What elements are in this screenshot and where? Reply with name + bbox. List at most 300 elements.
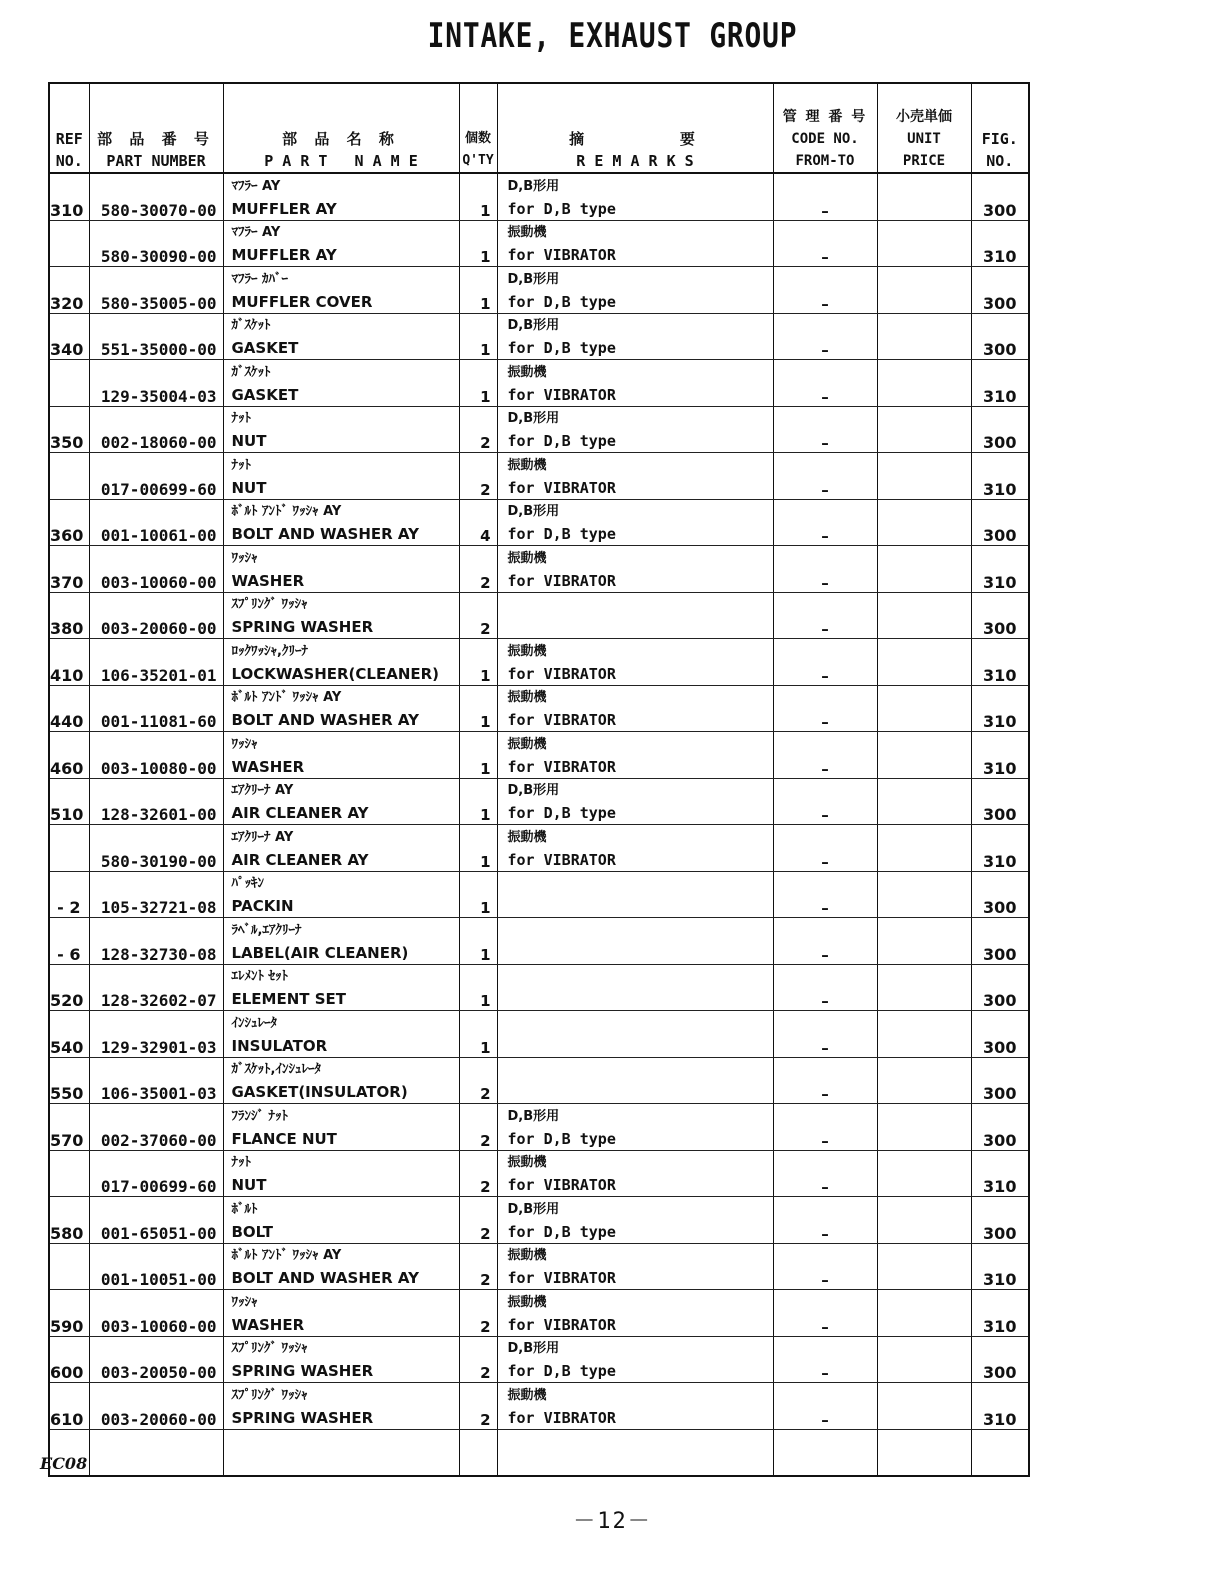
code-no: – xyxy=(773,964,877,1011)
part-name-en: LOCKWASHER(CLEANER) xyxy=(231,664,440,683)
table-row xyxy=(49,592,1029,639)
remarks xyxy=(497,1011,773,1058)
ref-no: 570 xyxy=(49,1104,89,1151)
fig-no: 310 xyxy=(971,360,1029,407)
unit-price xyxy=(877,1057,971,1104)
quantity: 1 xyxy=(459,825,497,872)
unit-price xyxy=(877,964,971,1011)
code-no: – xyxy=(773,220,877,267)
remarks-en: for D,B type xyxy=(507,339,616,357)
remarks-jp: 振動機 xyxy=(507,643,547,659)
remarks-jp xyxy=(508,1059,773,1081)
ref-no: 610 xyxy=(49,1383,89,1430)
remarks-jp: 振動機 xyxy=(507,1155,547,1170)
part-name-en: MUFFLER COVER xyxy=(231,292,373,311)
part-number: 003-10060-00 xyxy=(89,1290,223,1337)
remarks xyxy=(497,453,773,500)
part-name-jp: ﾅｯﾄ xyxy=(231,411,251,426)
unit-price xyxy=(877,778,971,825)
remarks-jp: 振動機 xyxy=(507,550,547,566)
table-row xyxy=(49,406,1029,453)
quantity: 1 xyxy=(459,313,497,360)
ref-no: 580 xyxy=(49,1197,89,1244)
fig-no: 310 xyxy=(971,220,1029,267)
part-name-jp: ﾎﾞﾙﾄ ｱﾝﾄﾞ ﾜｯｼｬ AY xyxy=(231,690,342,705)
unit-price xyxy=(877,1104,971,1151)
fig-no: 310 xyxy=(971,732,1029,779)
fig-no: 300 xyxy=(971,871,1029,918)
remarks-en: for VIBRATOR xyxy=(507,1176,616,1194)
header-qty: 個数 Q'TY xyxy=(459,83,497,173)
code-no: – xyxy=(773,1290,877,1337)
ref-no xyxy=(49,825,89,872)
fig-no: 300 xyxy=(971,1197,1029,1244)
part-number: 001-10061-00 xyxy=(89,499,223,546)
code-no: – xyxy=(773,1243,877,1290)
part-name xyxy=(223,639,459,686)
table-row xyxy=(49,1243,1029,1290)
table-row xyxy=(49,778,1029,825)
part-name xyxy=(223,313,459,360)
unit-price xyxy=(877,499,971,546)
part-name xyxy=(223,406,459,453)
part-name xyxy=(223,918,459,965)
part-name xyxy=(223,1150,459,1197)
part-name-en: FLANCE NUT xyxy=(231,1129,337,1148)
part-name-jp: ﾜｯｼｬ xyxy=(231,550,258,566)
ref-no: 410 xyxy=(49,639,89,686)
part-name-en: WASHER xyxy=(231,1315,305,1334)
remarks-jp xyxy=(508,594,773,616)
code-no: – xyxy=(773,546,877,593)
ref-no: 320 xyxy=(49,267,89,314)
page-number: －12－ xyxy=(573,1509,652,1534)
page-title: INTAKE, EXHAUST GROUP xyxy=(427,16,798,56)
empty-cell xyxy=(223,1429,459,1476)
remarks-jp: 振動機 xyxy=(507,829,547,845)
part-name xyxy=(223,1290,459,1337)
ref-no: 370 xyxy=(49,546,89,593)
part-name-en: NUT xyxy=(231,478,267,497)
parts-table-body xyxy=(49,173,1029,1476)
remarks-jp xyxy=(508,873,773,895)
empty-cell xyxy=(497,1429,773,1476)
quantity: 2 xyxy=(459,592,497,639)
remarks-jp xyxy=(508,966,773,988)
remarks-jp: 振動機 xyxy=(507,364,547,380)
remarks-en: for VIBRATOR xyxy=(507,1315,616,1334)
remarks-en: for VIBRATOR xyxy=(507,711,616,729)
part-name xyxy=(223,1336,459,1383)
fig-no: 310 xyxy=(971,453,1029,500)
ref-no: 350 xyxy=(49,406,89,453)
part-name xyxy=(223,592,459,639)
code-no: – xyxy=(773,778,877,825)
part-name-en: SPRING WASHER xyxy=(231,1362,374,1380)
code-no: – xyxy=(773,871,877,918)
unit-price xyxy=(877,732,971,779)
code-no: – xyxy=(773,732,877,779)
fig-no: 310 xyxy=(971,639,1029,686)
empty-cell xyxy=(971,1429,1029,1476)
unit-price xyxy=(877,173,971,220)
fig-no: 310 xyxy=(971,1243,1029,1290)
fig-no: 300 xyxy=(971,918,1029,965)
unit-price xyxy=(877,267,971,314)
unit-price xyxy=(877,825,971,872)
remarks-en: for D,B type xyxy=(507,525,616,543)
part-name xyxy=(223,778,459,825)
part-name-jp: ﾎﾞﾙﾄ ｱﾝﾄﾞ ﾜｯｼｬ AY xyxy=(231,1248,342,1263)
part-name xyxy=(223,1104,459,1151)
remarks-en: for VIBRATOR xyxy=(507,478,616,497)
fig-no: 300 xyxy=(971,1336,1029,1383)
code-no: – xyxy=(773,685,877,732)
table-row xyxy=(49,267,1029,314)
code-no: – xyxy=(773,1150,877,1197)
remarks xyxy=(497,825,773,872)
part-name-en: MUFFLER AY xyxy=(231,199,337,218)
remarks-jp: D,B形用 xyxy=(507,178,560,194)
remarks xyxy=(497,732,773,779)
unit-price xyxy=(877,592,971,639)
part-name xyxy=(223,499,459,546)
table-row xyxy=(49,1290,1029,1337)
part-name-jp: ﾎﾞﾙﾄ ｱﾝﾄﾞ ﾜｯｼｬ AY xyxy=(231,504,342,519)
remarks-en: for VIBRATOR xyxy=(507,1408,616,1427)
part-number: 128-32601-00 xyxy=(89,778,223,825)
table-row xyxy=(49,1057,1029,1104)
code-no: – xyxy=(773,639,877,686)
unit-price xyxy=(877,1150,971,1197)
quantity: 1 xyxy=(459,220,497,267)
ref-no: - 2 xyxy=(49,871,89,918)
empty-cell xyxy=(459,1429,497,1476)
part-name-en: GASKET xyxy=(231,385,299,404)
quantity: 2 xyxy=(459,1057,497,1104)
fig-no: 310 xyxy=(971,1383,1029,1430)
part-name xyxy=(223,546,459,593)
unit-price xyxy=(877,639,971,686)
empty-row xyxy=(49,1429,1029,1476)
empty-cell xyxy=(773,1429,877,1476)
part-name-jp: ﾏﾌﾗｰ AY xyxy=(231,225,281,240)
ref-no: 340 xyxy=(49,313,89,360)
fig-no: 300 xyxy=(971,1011,1029,1058)
remarks xyxy=(497,918,773,965)
remarks-en xyxy=(508,616,773,638)
ref-no: 460 xyxy=(49,732,89,779)
part-name-jp: ﾅｯﾄ xyxy=(231,457,251,473)
ref-no xyxy=(49,220,89,267)
part-number: 001-11081-60 xyxy=(89,685,223,732)
fig-no: 300 xyxy=(971,173,1029,220)
quantity: 1 xyxy=(459,778,497,825)
table-row xyxy=(49,499,1029,546)
part-name xyxy=(223,1057,459,1104)
ref-no: 550 xyxy=(49,1057,89,1104)
part-name-jp: ﾛｯｸﾜｯｼｬ,ｸﾘｰﾅ xyxy=(231,643,308,659)
fig-no: 300 xyxy=(971,1057,1029,1104)
ref-no: 590 xyxy=(49,1290,89,1337)
part-name-jp: ｽﾌﾟﾘﾝｸﾞ ﾜｯｼｬ xyxy=(231,1341,308,1356)
quantity: 2 xyxy=(459,453,497,500)
quantity: 1 xyxy=(459,360,497,407)
header-fig-no: FIG. NO. xyxy=(971,83,1029,173)
remarks xyxy=(497,639,773,686)
part-name-en: LABEL(AIR CLEANER) xyxy=(231,943,409,962)
ref-no: 380 xyxy=(49,592,89,639)
ref-no: 440 xyxy=(49,685,89,732)
part-number: 106-35001-03 xyxy=(89,1057,223,1104)
code-no: – xyxy=(773,592,877,639)
ref-no xyxy=(49,453,89,500)
part-name-en: ELEMENT SET xyxy=(231,990,347,1008)
remarks-en: for D,B type xyxy=(507,1362,616,1380)
remarks-en: for D,B type xyxy=(507,199,616,218)
table-row xyxy=(49,1011,1029,1058)
code-no: – xyxy=(773,825,877,872)
remarks-en: for VIBRATOR xyxy=(507,571,616,590)
unit-price xyxy=(877,453,971,500)
part-number: 003-20060-00 xyxy=(89,592,223,639)
part-name xyxy=(223,267,459,314)
code-no: – xyxy=(773,267,877,314)
part-name xyxy=(223,220,459,267)
part-name-jp: ﾎﾞﾙﾄ xyxy=(231,1201,258,1217)
part-name-en: WASHER xyxy=(231,757,305,776)
remarks-jp: D,B形用 xyxy=(507,1341,560,1356)
remarks-en: for VIBRATOR xyxy=(507,246,616,264)
unit-price xyxy=(877,313,971,360)
code-no: – xyxy=(773,918,877,965)
part-name-en: INSULATOR xyxy=(231,1036,328,1055)
header-code-no: 管 理 番 号 CODE NO. FROM-TO xyxy=(773,83,877,173)
fig-no: 300 xyxy=(971,778,1029,825)
part-name-jp: ｶﾞｽｹｯﾄ xyxy=(231,364,271,380)
part-name-en: AIR CLEANER AY xyxy=(231,804,369,822)
remarks-en: for D,B type xyxy=(507,432,616,450)
part-number: 003-10080-00 xyxy=(89,732,223,779)
empty-cell xyxy=(89,1429,223,1476)
fig-no: 300 xyxy=(971,592,1029,639)
part-name xyxy=(223,1011,459,1058)
quantity: 4 xyxy=(459,499,497,546)
code-no: – xyxy=(773,1057,877,1104)
table-row xyxy=(49,964,1029,1011)
table-row xyxy=(49,639,1029,686)
unit-price xyxy=(877,1243,971,1290)
part-number: 002-18060-00 xyxy=(89,406,223,453)
code-no: – xyxy=(773,1104,877,1151)
part-name-jp: ｶﾞｽｹｯﾄ xyxy=(231,318,271,333)
part-number: 129-32901-03 xyxy=(89,1011,223,1058)
part-name-jp: ﾗﾍﾞﾙ,ｴｱｸﾘｰﾅ xyxy=(231,922,302,938)
remarks-jp: 振動機 xyxy=(507,1248,547,1263)
remarks-jp: D,B形用 xyxy=(507,1201,560,1217)
table-row xyxy=(49,173,1029,220)
remarks xyxy=(497,267,773,314)
table-header-row xyxy=(49,83,1029,173)
remarks-en: for VIBRATOR xyxy=(507,850,616,869)
remarks-jp: D,B形用 xyxy=(507,783,560,798)
remarks-jp: 振動機 xyxy=(507,1294,547,1310)
part-number: 580-30190-00 xyxy=(89,825,223,872)
remarks-jp: 振動機 xyxy=(507,1387,547,1403)
remarks-en: for VIBRATOR xyxy=(507,757,616,776)
part-name-en: NUT xyxy=(231,1176,267,1194)
header-unit-price: 小売単価 UNIT PRICE xyxy=(877,83,971,173)
remarks xyxy=(497,1290,773,1337)
remarks-en xyxy=(508,942,773,964)
remarks xyxy=(497,1197,773,1244)
part-name xyxy=(223,1383,459,1430)
unit-price xyxy=(877,871,971,918)
part-name-jp: ﾜｯｼｬ xyxy=(231,736,258,752)
quantity: 2 xyxy=(459,1197,497,1244)
quantity: 1 xyxy=(459,173,497,220)
part-name-en: SPRING WASHER xyxy=(231,618,374,636)
quantity: 1 xyxy=(459,964,497,1011)
table-row xyxy=(49,1336,1029,1383)
part-name-en: BOLT xyxy=(231,1222,273,1241)
part-number: 017-00699-60 xyxy=(89,453,223,500)
part-name-en: MUFFLER AY xyxy=(231,246,337,264)
part-name-en: WASHER xyxy=(231,571,305,590)
code-no: – xyxy=(773,499,877,546)
part-number: 106-35201-01 xyxy=(89,639,223,686)
part-number: 580-35005-00 xyxy=(89,267,223,314)
unit-price xyxy=(877,1290,971,1337)
part-name-jp: ｴｱｸﾘｰﾅ AY xyxy=(231,783,294,798)
code-no: – xyxy=(773,360,877,407)
part-name-en: SPRING WASHER xyxy=(231,1408,374,1427)
code-no: – xyxy=(773,1011,877,1058)
remarks-jp: 振動機 xyxy=(507,736,547,752)
fig-no: 300 xyxy=(971,499,1029,546)
part-number: 003-20050-00 xyxy=(89,1336,223,1383)
unit-price xyxy=(877,1383,971,1430)
code-no: – xyxy=(773,1197,877,1244)
remarks-jp: 振動機 xyxy=(507,225,547,240)
quantity: 1 xyxy=(459,918,497,965)
part-name-en: GASKET(INSULATOR) xyxy=(231,1083,408,1101)
part-name xyxy=(223,871,459,918)
table-row xyxy=(49,1104,1029,1151)
quantity: 2 xyxy=(459,1336,497,1383)
table-row xyxy=(49,360,1029,407)
remarks-jp xyxy=(508,920,773,942)
part-number: 001-10051-00 xyxy=(89,1243,223,1290)
remarks xyxy=(497,499,773,546)
unit-price xyxy=(877,685,971,732)
part-number: 003-20060-00 xyxy=(89,1383,223,1430)
part-name xyxy=(223,1197,459,1244)
unit-price xyxy=(877,360,971,407)
quantity: 2 xyxy=(459,1150,497,1197)
fig-no: 300 xyxy=(971,313,1029,360)
part-name xyxy=(223,964,459,1011)
fig-no: 310 xyxy=(971,1290,1029,1337)
remarks xyxy=(497,546,773,593)
quantity: 2 xyxy=(459,1104,497,1151)
remarks xyxy=(497,1104,773,1151)
ref-no: 510 xyxy=(49,778,89,825)
part-name-jp: ｲﾝｼｭﾚｰﾀ xyxy=(231,1015,277,1031)
part-name-jp: ｽﾌﾟﾘﾝｸﾞ ﾜｯｼｬ xyxy=(231,1387,308,1403)
unit-price xyxy=(877,918,971,965)
quantity: 1 xyxy=(459,1011,497,1058)
remarks-jp: D,B形用 xyxy=(507,271,560,287)
ref-no: 540 xyxy=(49,1011,89,1058)
part-name-jp: ﾜｯｼｬ xyxy=(231,1294,258,1310)
part-name-jp: ｽﾌﾟﾘﾝｸﾞ ﾜｯｼｬ xyxy=(231,597,308,612)
quantity: 1 xyxy=(459,639,497,686)
part-number: 002-37060-00 xyxy=(89,1104,223,1151)
fig-no: 300 xyxy=(971,267,1029,314)
code-no: – xyxy=(773,1383,877,1430)
quantity: 1 xyxy=(459,871,497,918)
remarks xyxy=(497,360,773,407)
fig-no: 310 xyxy=(971,546,1029,593)
part-name-jp: ｴﾚﾒﾝﾄ ｾｯﾄ xyxy=(231,969,289,984)
remarks-jp: D,B形用 xyxy=(507,504,560,519)
quantity: 2 xyxy=(459,1290,497,1337)
ref-no xyxy=(49,1243,89,1290)
unit-price xyxy=(877,406,971,453)
remarks xyxy=(497,1336,773,1383)
table-row xyxy=(49,918,1029,965)
code-no: – xyxy=(773,453,877,500)
part-name-jp: ﾏﾌﾗｰ AY xyxy=(231,178,281,194)
table-row xyxy=(49,546,1029,593)
ref-no xyxy=(49,1150,89,1197)
quantity: 1 xyxy=(459,732,497,779)
unit-price xyxy=(877,1197,971,1244)
part-number: 580-30090-00 xyxy=(89,220,223,267)
remarks xyxy=(497,173,773,220)
table-row xyxy=(49,1197,1029,1244)
part-number: 017-00699-60 xyxy=(89,1150,223,1197)
remarks-jp: D,B形用 xyxy=(507,1108,560,1124)
part-name-en: PACKIN xyxy=(231,897,294,915)
remarks-en xyxy=(508,988,773,1010)
ref-no: 310 xyxy=(49,173,89,220)
part-name xyxy=(223,825,459,872)
part-name xyxy=(223,453,459,500)
quantity: 2 xyxy=(459,1383,497,1430)
part-name xyxy=(223,732,459,779)
remarks-en: for D,B type xyxy=(507,804,616,822)
remarks xyxy=(497,871,773,918)
ref-no xyxy=(49,360,89,407)
remarks-en xyxy=(508,1081,773,1103)
part-name-en: AIR CLEANER AY xyxy=(231,850,369,869)
ref-no: 520 xyxy=(49,964,89,1011)
part-name-en: BOLT AND WASHER AY xyxy=(231,1269,419,1287)
remarks xyxy=(497,1383,773,1430)
part-number: 001-65051-00 xyxy=(89,1197,223,1244)
part-number: 128-32730-08 xyxy=(89,918,223,965)
table-row xyxy=(49,732,1029,779)
remarks-en xyxy=(508,1035,773,1057)
part-name-jp: ﾊﾟｯｷﾝ xyxy=(231,876,264,891)
remarks-en: for VIBRATOR xyxy=(507,385,616,404)
part-number: 551-35000-00 xyxy=(89,313,223,360)
code-no: – xyxy=(773,406,877,453)
table-row xyxy=(49,1383,1029,1430)
remarks-jp: 振動機 xyxy=(507,457,547,473)
